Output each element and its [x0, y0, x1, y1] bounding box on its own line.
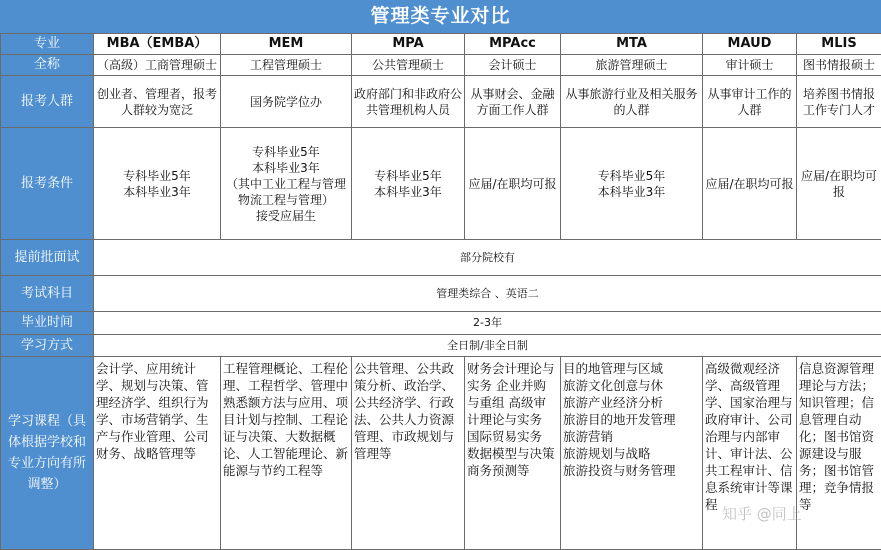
row-label-mode: 学习方式: [1, 335, 94, 357]
courses-mta: 目的地管理与区域 旅游文化创意与休 旅游产业经济分析 旅游目的地开发管理 旅游营销 旅游规划与战略 旅游投资与财务管理: [561, 357, 703, 550]
major-maud: MAUD: [703, 34, 797, 55]
row-label-interview: 提前批面试: [1, 240, 94, 276]
row-subjects: [1, 276, 881, 312]
duration-value: 2-3年: [94, 312, 881, 335]
row-interview: [1, 240, 881, 276]
row-label-fullname: 全称: [1, 55, 94, 76]
courses-mem: 工程管理概论、工程伦理、工程哲学、管理中熟悉额方法与应用、项目计划与控制、工程论证与决策、大数据概论、人工智能理论、新能源与节约工程等: [221, 357, 352, 550]
fullname-maud: 审计硕士: [703, 55, 797, 76]
conditions-mba: 专科毕业5年 本科毕业3年: [94, 128, 221, 240]
row-mode: [1, 335, 881, 357]
audience-mba: 创业者、管理者，报考人群较为宽泛: [94, 76, 221, 128]
watermark: 知乎 @同上: [722, 505, 802, 523]
row-label-audience: 报考人群: [1, 76, 94, 128]
row-label-duration: 毕业时间: [1, 312, 94, 335]
conditions-mpa: 专科毕业5年 本科毕业3年: [352, 128, 465, 240]
fullname-mpacc: 会计硕士: [465, 55, 561, 76]
audience-mta: 从事旅游行业及相关服务的人群: [561, 76, 703, 128]
conditions-maud: 应届/在职均可报: [703, 128, 797, 240]
row-audience: [1, 76, 881, 128]
row-label-courses: 学习课程（具体根据学校和专业方向有所调整）: [1, 357, 94, 550]
courses-mlis: 信息资源管理理论与方法；知识管理；信息管理自动化；图书馆资源建设与服务；图书馆管理；竞争情报等: [797, 357, 881, 550]
major-mem: MEM: [221, 34, 352, 55]
audience-mlis: 培养图书情报工作专门人才: [797, 76, 881, 128]
fullname-mba: （高级）工商管理硕士: [94, 55, 221, 76]
courses-mba: 会计学、应用统计学、规划与决策、管理经济学、组织行为学、市场营销学、生产与作业管理、公司财务、战略管理等: [94, 357, 221, 550]
major-mlis: MLIS: [797, 34, 881, 55]
interview-value: 部分院校有: [94, 240, 881, 276]
page-title: 管理类专业对比: [0, 0, 881, 33]
fullname-mpa: 公共管理硕士: [352, 55, 465, 76]
row-major: [1, 34, 881, 55]
courses-mpa: 公共管理、公共政策分析、政治学、公共经济学、行政法、公共人力资源管理、市政规划与管理等: [352, 357, 465, 550]
fullname-mlis: 图书情报硕士: [797, 55, 881, 76]
audience-mpacc: 从事财会、金融方面工作人群: [465, 76, 561, 128]
conditions-mem: 专科毕业5年 本科毕业3年 （其中工业工程与管理物流工程与管理） 接受应届生: [221, 128, 352, 240]
fullname-mem: 工程管理硕士: [221, 55, 352, 76]
courses-maud: 高级微观经济学、高级管理学、国家治理与政府审计、公司治理与内部审计、审计法、公共工程审计、信息系统审计等课程: [703, 357, 797, 550]
fullname-mta: 旅游管理硕士: [561, 55, 703, 76]
major-mpacc: MPAcc: [465, 34, 561, 55]
row-conditions: [1, 128, 881, 240]
major-mta: MTA: [561, 34, 703, 55]
audience-maud: 从事审计工作的人群: [703, 76, 797, 128]
row-label-conditions: 报考条件: [1, 128, 94, 240]
row-fullname: [1, 55, 881, 76]
audience-mpa: 政府部门和非政府公共管理机构人员: [352, 76, 465, 128]
row-duration: [1, 312, 881, 335]
subjects-value: 管理类综合 、英语二: [94, 276, 881, 312]
major-mba: MBA（EMBA）: [94, 34, 221, 55]
courses-mpacc: 财务会计理论与实务 企业并购与重组 高级审计理论与实务 国际贸易实务 数据模型与决策 商务预测等: [465, 357, 561, 550]
conditions-mpacc: 应届/在职均可报: [465, 128, 561, 240]
conditions-mta: 专科毕业5年 本科毕业3年: [561, 128, 703, 240]
major-mpa: MPA: [352, 34, 465, 55]
conditions-mlis: 应届/在职均可报: [797, 128, 881, 240]
comparison-table: [0, 33, 881, 550]
audience-mem: 国务院学位办: [221, 76, 352, 128]
row-label-major: 专业: [1, 34, 94, 55]
mode-value: 全日制/非全日制: [94, 335, 881, 357]
row-label-subjects: 考试科目: [1, 276, 94, 312]
